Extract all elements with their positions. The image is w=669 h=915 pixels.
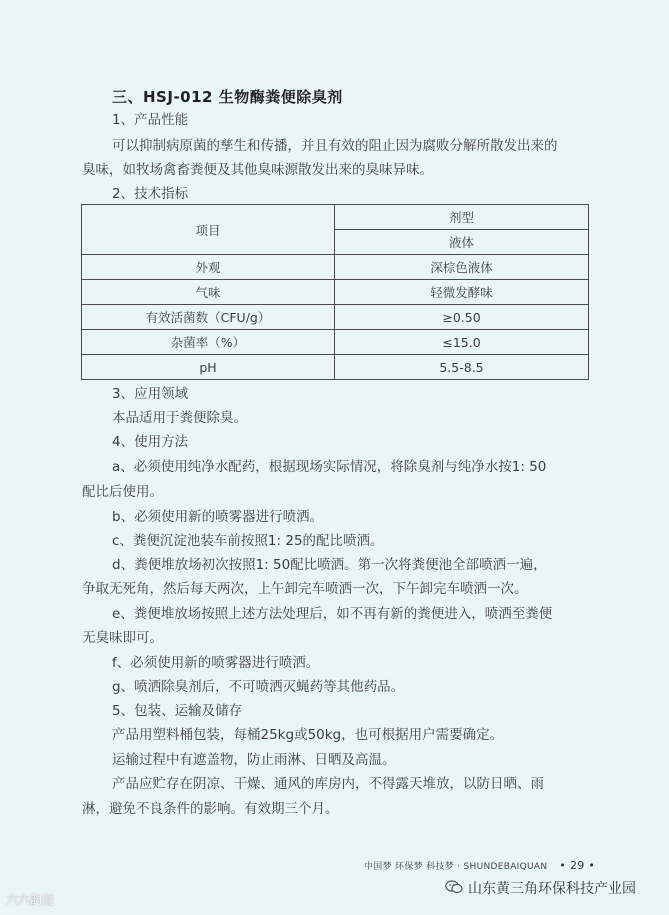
page-number: • 29 •: [559, 859, 596, 872]
table-row: [82, 280, 589, 305]
wechat-icon: [445, 880, 463, 894]
table-cell-label: 外观: [82, 255, 335, 280]
table-header-type: 剂型: [335, 205, 589, 230]
heading-product-performance: 1、产品性能: [112, 112, 189, 128]
table-cell-value: ≤15.0: [335, 330, 589, 355]
table-row: [82, 330, 589, 355]
paragraph-line: 争取无死角，然后每天两次，上午卸完车喷洒一次，下午卸完车喷洒一次。: [82, 581, 528, 597]
paragraph-line: e、粪便堆放场按照上述方法处理后，如不再有新的粪便进入，喷洒至粪便: [112, 606, 553, 622]
footer-slogan: 中国梦 环保梦 科技梦 · SHUNDEBAIQUAN: [364, 862, 548, 872]
table-cell-value: ≥0.50: [335, 305, 589, 330]
heading-packaging: 5、包装、运输及储存: [112, 703, 243, 719]
paragraph-line: g、喷洒除臭剂后，不可喷洒灭蝇药等其他药品。: [112, 679, 405, 695]
page-footer: [364, 859, 595, 872]
table-cell-label: 杂菌率（%）: [82, 330, 335, 355]
paragraph-line: 本品适用于粪便除臭。: [112, 410, 247, 426]
table-cell-label: pH: [82, 355, 335, 380]
table-cell-value: 轻微发酵味: [335, 280, 589, 305]
heading-usage: 4、使用方法: [112, 434, 189, 450]
paragraph-line: 运输过程中有遮盖物，防止雨淋、日晒及高温。: [112, 752, 396, 768]
table-cell-label: 气味: [82, 280, 335, 305]
heading-application: 3、应用领域: [112, 386, 189, 402]
paragraph-line: 臭味，如牧场禽畜粪便及其他臭味源散发出来的臭味异味。: [82, 162, 433, 178]
table-cell-label: 有效活菌数（CFU/g）: [82, 305, 335, 330]
paragraph-line: 配比后使用。: [82, 484, 163, 500]
table-row: [82, 205, 589, 230]
paragraph-line: 无臭味即可。: [82, 630, 163, 646]
paragraph-line: 淋，避免不良条件的影响。有效期三个月。: [82, 801, 339, 817]
paragraph-line: d、粪便堆放场初次按照1: 50配比喷洒。第一次将粪便池全部喷洒一遍，: [112, 557, 547, 573]
table-header-item: 项目: [82, 205, 335, 255]
paragraph-line: 产品用塑料桶包装，每桶25kg或50kg，也可根据用户需要确定。: [112, 727, 504, 743]
table-row: [82, 305, 589, 330]
watermark-logo: 六六韵混: [6, 893, 55, 907]
paragraph-line: f、必须使用新的喷雾器进行喷洒。: [112, 655, 320, 671]
table-cell-value: 5.5-8.5: [335, 355, 589, 380]
table-row: [82, 255, 589, 280]
table-header-type-value: 液体: [335, 230, 589, 255]
paragraph-line: 产品应贮存在阴凉、干燥、通风的库房内，不得露天堆放，以防日晒、雨: [112, 776, 544, 792]
spec-table: [81, 204, 589, 380]
paragraph-line: c、粪便沉淀池装车前按照1: 25的配比喷洒。: [112, 533, 384, 549]
paragraph-line: a、必须使用纯净水配药，根据现场实际情况，将除臭剂与纯净水按1: 50: [112, 459, 547, 475]
section-title: 三、HSJ-012 生物酶粪便除臭剂: [112, 88, 343, 106]
wechat-account-name: 山东黄三角环保科技产业园: [468, 881, 636, 897]
table-row: [82, 355, 589, 380]
heading-technical-specs: 2、技术指标: [112, 186, 189, 202]
paragraph-line: 可以抑制病原菌的孳生和传播，并且有效的阻止因为腐败分解所散发出来的: [112, 138, 558, 154]
table-cell-value: 深棕色液体: [335, 255, 589, 280]
paragraph-line: b、必须使用新的喷雾器进行喷洒。: [112, 509, 324, 525]
